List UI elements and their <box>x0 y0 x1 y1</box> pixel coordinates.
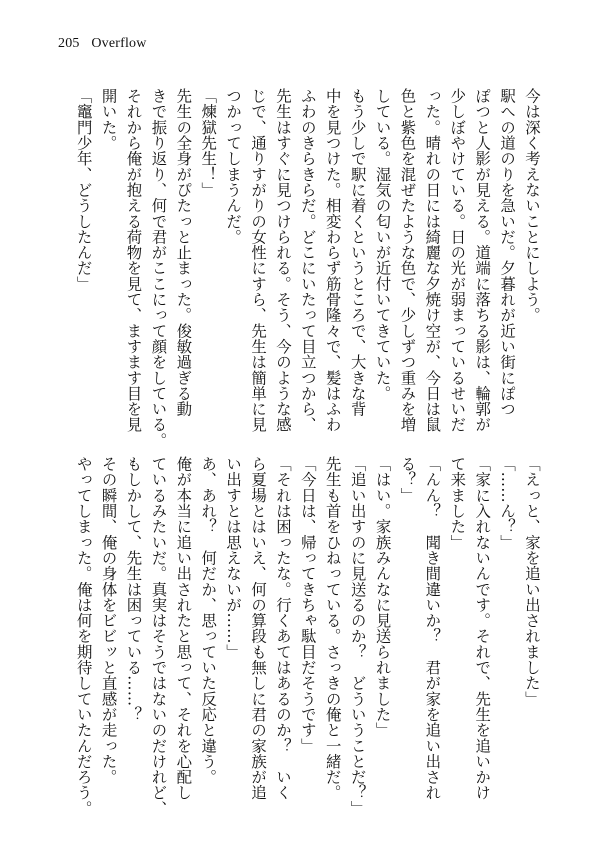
text-line: る？」 <box>398 456 417 503</box>
text-line: やってしまった。俺は何を期待していたんだろう。 <box>74 456 93 816</box>
text-line: きで振り返り、何で君がここにって顔をしている。 <box>149 88 168 448</box>
page-header <box>58 36 147 52</box>
text-line: 「家に入れないんです。それで、先生を追いかけ <box>473 456 492 801</box>
text-line: った。晴れの日には綺麗な夕焼け空が、今日は鼠 <box>423 88 442 433</box>
text-line: 「えっと、家を追い出されました」 <box>523 456 541 707</box>
text-line: 「……ん？」 <box>498 456 517 550</box>
text-line: もしかして、先生は困っている……？ <box>124 456 143 723</box>
text-line: ぽつと人影が見える。道端に落ちる影は、輪郭が <box>473 88 492 433</box>
text-line: ふわのきらきらだ。どこにいたって目立つから、 <box>298 88 317 433</box>
text-line: 「それは困ったな。行くあてはあるのか？ いく <box>273 456 292 801</box>
text-line: 先生の全身がぴたっと止まった。俊敏過ぎる動 <box>174 88 193 417</box>
text-line: 「はい。家族みんなに見送られました」 <box>373 456 392 738</box>
text-line: その瞬間、俺の身体をビビッと直感が走った。 <box>99 456 118 785</box>
text-line: 開いた。 <box>99 88 118 151</box>
text-line: ら夏場とはいえ、何の算段も無しに君の家族が追 <box>249 456 268 801</box>
text-line: 俺が本当に追い出されたと思って、それを心配し <box>174 456 193 801</box>
text-line: ているみたいだ。真実はそうではないのだけれど、 <box>149 456 168 816</box>
text-line: 少しぼやけている。日の光が弱まっているせいだ <box>448 88 467 433</box>
text-line: 中を見つけた。相変わらず筋骨隆々で、髪はふわ <box>323 88 342 433</box>
text-line: あ、あれ？ 何だか、思っていた反応と違う。 <box>199 456 218 785</box>
text-line: 先生はすぐに見つけられる。そう、今のような感 <box>273 88 292 433</box>
lower-text-block <box>74 456 544 816</box>
text-line: 「今日は、帰ってきちゃ駄目だそうです」 <box>298 456 317 754</box>
text-line: それから俺が抱える荷物を見て、ますます目を見 <box>124 88 143 433</box>
text-line: て来ました」 <box>448 456 467 550</box>
text-line: 先生も首をひねっている。さっきの俺と一緒だ。 <box>323 456 342 801</box>
text-line: 駅への道のりを急いだ。夕暮れが近い街にぽつ <box>498 88 517 417</box>
text-line: 色と紫色を混ぜたような色で、少しずつ重みを増 <box>398 88 417 433</box>
text-line: 「煉獄先生！」 <box>199 88 218 198</box>
text-line: 「んん？ 聞き間違いか？ 君が家を追い出され <box>423 456 442 801</box>
text-line: つかってしまうんだ。 <box>224 88 243 245</box>
text-line: している。湿気の匂いが近付いてきていた。 <box>373 88 392 401</box>
text-line: 今は深く考えないことにしよう。 <box>523 88 541 323</box>
page-number: 205 <box>58 36 80 51</box>
running-title: Overflow <box>91 36 147 51</box>
upper-text-block <box>74 88 544 448</box>
text-line: い出すとは思えないが……」 <box>224 456 243 660</box>
text-line: 「追い出すのに見送るのか？ どういうことだ？」 <box>348 456 367 816</box>
text-line: 「竈門少年、どうしたんだ」 <box>74 88 93 292</box>
text-line: じで、通りすがりの女性にすら、先生は簡単に見 <box>249 88 268 433</box>
text-line: もう少しで駅に着くというところで、大きな背 <box>348 88 367 417</box>
